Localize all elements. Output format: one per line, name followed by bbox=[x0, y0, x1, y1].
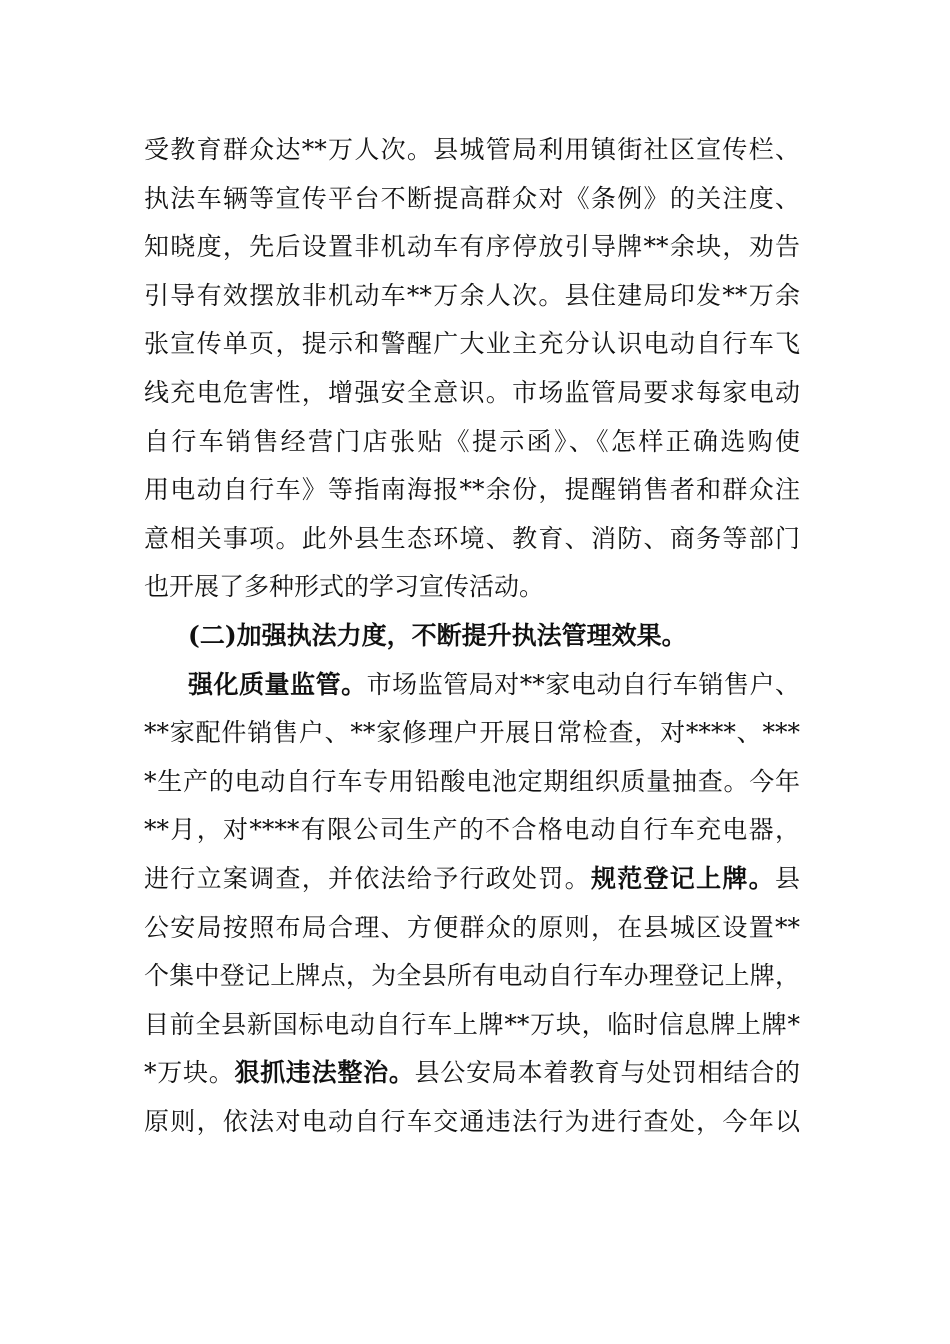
document-body bbox=[144, 126, 800, 1146]
text-line bbox=[144, 320, 800, 369]
line-text: 线充电危害性，增强安全意识。市场监管局要求每家电动 bbox=[144, 377, 800, 407]
text-line bbox=[144, 1049, 800, 1098]
text-line bbox=[144, 806, 800, 855]
text-line bbox=[144, 952, 800, 1001]
section-heading bbox=[144, 612, 800, 661]
line-text: 进行立案调查，并依法给予行政处罚。 bbox=[144, 863, 591, 893]
line-text: 受教育群众达**万人次。县城管局利用镇街社区宣传栏、 bbox=[144, 135, 800, 164]
text-line bbox=[144, 758, 800, 807]
text-line bbox=[144, 126, 800, 175]
text-line bbox=[144, 1001, 800, 1050]
inline-heading: 狠抓违法整治。 bbox=[234, 1058, 415, 1088]
line-text: 原则，依法对电动自行车交通违法行为进行查处，今年以 bbox=[144, 1106, 800, 1136]
line-text: 执法车辆等宣传平台不断提高群众对《条例》的关注度、 bbox=[144, 183, 800, 213]
line-text: 也开展了多种形式的学习宣传活动。 bbox=[144, 572, 545, 602]
text-line bbox=[144, 709, 800, 758]
line-text: 个集中登记上牌点，为全县所有电动自行车办理登记上牌， bbox=[144, 961, 800, 991]
line-text: 目前全县新国标电动自行车上牌**万块，临时信息牌上牌* bbox=[144, 1009, 800, 1039]
line-text: 用电动自行车》等指南海报**余份，提醒销售者和群众注 bbox=[144, 475, 800, 505]
line-text: *生产的电动自行车专用铅酸电池定期组织质量抽查。今年 bbox=[144, 766, 800, 796]
text-line bbox=[144, 661, 800, 710]
line-text: 引导有效摆放非机动车**万余人次。县住建局印发**万余 bbox=[144, 280, 800, 310]
heading-text: (二)加强执法力度，不断提升执法管理效果。 bbox=[188, 620, 687, 650]
text-line bbox=[144, 855, 800, 904]
text-line bbox=[144, 515, 800, 564]
line-text: 市场监管局对**家电动自行车销售户、 bbox=[366, 669, 800, 699]
line-text: 意相关事项。此外县生态环境、教育、消防、商务等部门 bbox=[144, 523, 800, 553]
line-text: 自行车销售经营门店张贴《提示函》、《怎样正确选购使 bbox=[144, 426, 800, 456]
text-line bbox=[144, 1098, 800, 1147]
line-text: **月，对****有限公司生产的不合格电动自行车充电器， bbox=[144, 815, 800, 845]
text-line bbox=[144, 175, 800, 224]
text-line bbox=[144, 563, 800, 612]
line-text: 县 bbox=[774, 863, 800, 893]
line-text: **家配件销售户、**家修理户开展日常检查，对****、*** bbox=[144, 718, 800, 748]
inline-heading: 规范登记上牌。 bbox=[590, 863, 775, 893]
line-text: *万块。 bbox=[144, 1058, 235, 1088]
text-line bbox=[144, 369, 800, 418]
line-text: 知晓度，先后设置非机动车有序停放引导牌**余块，劝告 bbox=[144, 232, 800, 262]
text-line bbox=[144, 418, 800, 467]
text-line bbox=[144, 466, 800, 515]
inline-heading: 强化质量监管。 bbox=[188, 669, 367, 699]
line-text: 县公安局本着教育与处罚相结合的 bbox=[414, 1058, 800, 1088]
text-line bbox=[144, 223, 800, 272]
text-line bbox=[144, 904, 800, 953]
line-text: 公安局按照布局合理、方便群众的原则，在县城区设置** bbox=[144, 912, 800, 942]
text-line bbox=[144, 272, 800, 321]
line-text: 张宣传单页，提示和警醒广大业主充分认识电动自行车飞 bbox=[144, 329, 800, 359]
